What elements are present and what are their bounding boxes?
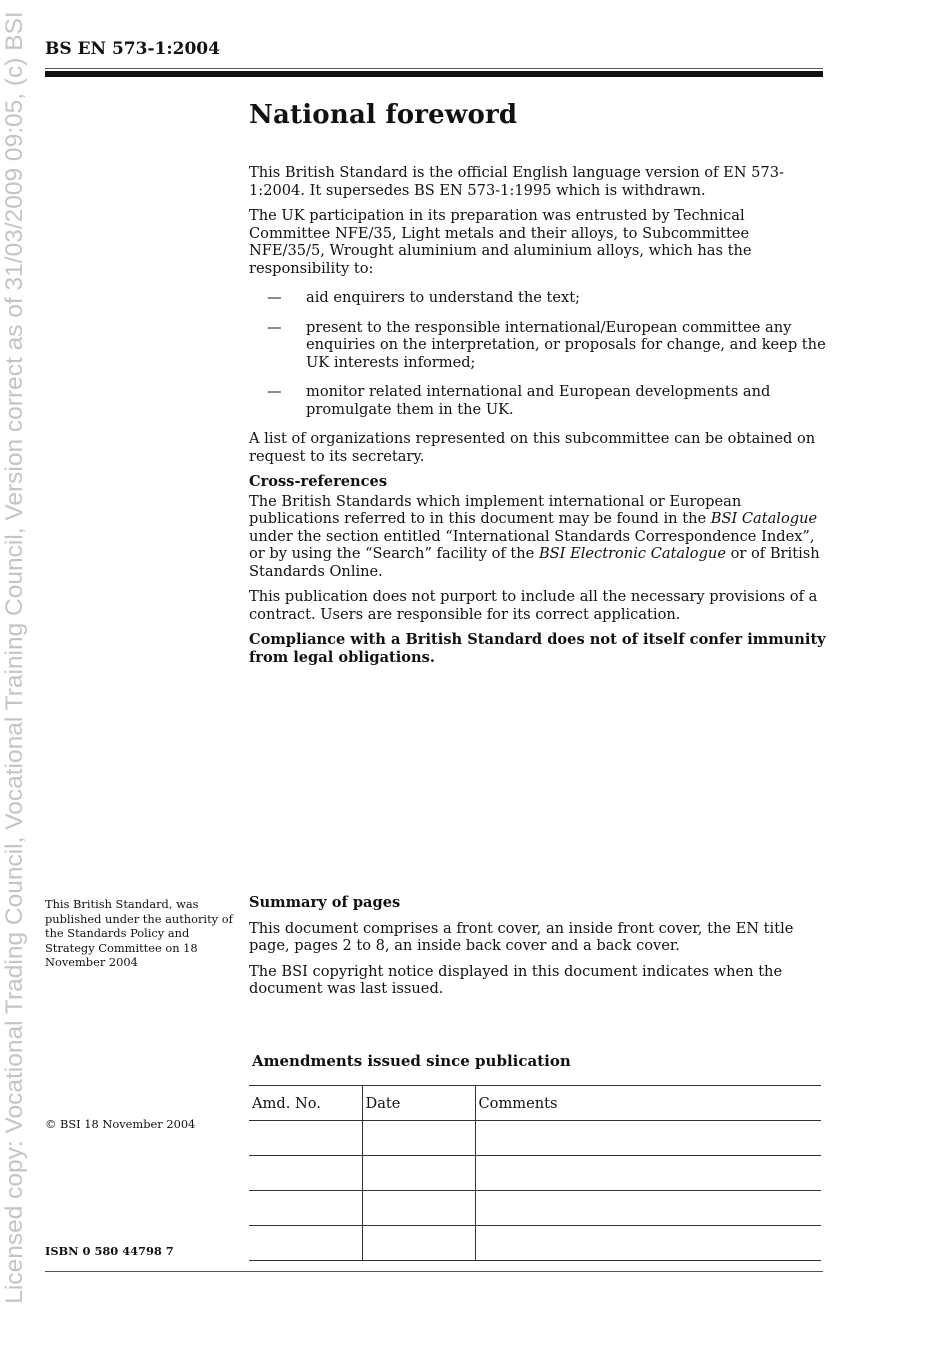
- intro-paragraph-1: This British Standard is the official English language version of EN 573-1:2004. It supersedes BS EN 573-1:1995 which is withdrawn.: [249, 164, 784, 199]
- intro-paragraph-2: The UK participation in its preparation was entrusted by Technical Committee NFE/35, Light metals and their alloys, to Subcommittee NFE/35/5, Wrought aluminium and aluminium alloys, which has the responsibility to:: [249, 207, 752, 277]
- column-header-amd-no: Amd. No.: [249, 1086, 362, 1121]
- summary-paragraph-2: The BSI copyright notice displayed in this document indicates when the document was last issued.: [249, 962, 783, 997]
- standard-code: BS EN 573-1:2004: [45, 39, 220, 59]
- table-row: [249, 1191, 821, 1226]
- list-item: — aid enquirers to understand the text;: [267, 289, 581, 306]
- summary-paragraph-1: This document comprises a front cover, an inside front cover, the EN title page, pages 2 to 8, an inside back cover and a back cover.: [249, 919, 794, 954]
- footer-rule: [45, 1271, 823, 1272]
- bsi-catalogue-title: BSI Catalogue: [710, 510, 818, 527]
- publication-note: This British Standard, was published under the authority of the Standards Policy and Strategy Committee on 18 November 2004: [45, 897, 233, 969]
- header-rule-thick: [45, 71, 823, 77]
- responsibility-list: [249, 289, 827, 418]
- page-title: National foreword: [249, 100, 518, 130]
- copyright-notice: © BSI 18 November 2004: [45, 1117, 196, 1131]
- isbn: ISBN 0 580 44798 7: [45, 1244, 174, 1258]
- table-header-row: [249, 1086, 821, 1121]
- summary-heading: Summary of pages: [249, 894, 401, 911]
- organizations-paragraph: A list of organizations represented on this subcommittee can be obtained on request to its secretary.: [249, 430, 816, 465]
- summary-section: [249, 894, 827, 1006]
- amendments-table: [249, 1085, 821, 1261]
- foreword-body: [249, 164, 827, 674]
- table-row: [249, 1156, 821, 1191]
- header-rule-thin: [45, 68, 823, 69]
- amendments-heading: Amendments issued since publication: [252, 1052, 571, 1070]
- cross-references-heading: Cross-references: [249, 473, 388, 490]
- table-row: [249, 1121, 821, 1156]
- compliance-statement: Compliance with a British Standard does not of itself confer immunity from legal obligations.: [249, 631, 826, 666]
- list-item: — monitor related international and European developments and promulgate them in the UK.: [267, 383, 771, 418]
- cross-references-paragraph: The British Standards which implement international or European publications referred to in this document may be found in the BSI Catalogue under the section entitled “International Standards Correspondence Index”, or by using the “Search” facility of the BSI Electronic Catalogue or of British Standards Online.: [249, 492, 820, 580]
- bsi-electronic-catalogue-title: BSI Electronic Catalogue: [538, 545, 726, 562]
- table-row: [249, 1226, 821, 1261]
- column-header-comments: Comments: [475, 1086, 821, 1121]
- list-item: — present to the responsible international/European committee any enquiries on the interpretation, or proposals for change, and keep the UK interests informed;: [267, 318, 826, 371]
- watermark-text: Licensed copy: Vocational Trading Council, Vocational Training Council, Version correct as of 31/03/2009 09:05, (c) BSI: [1, 11, 28, 1304]
- contract-note: This publication does not purport to include all the necessary provisions of a contract. Users are responsible for its correct application.: [249, 588, 818, 623]
- column-header-date: Date: [362, 1086, 475, 1121]
